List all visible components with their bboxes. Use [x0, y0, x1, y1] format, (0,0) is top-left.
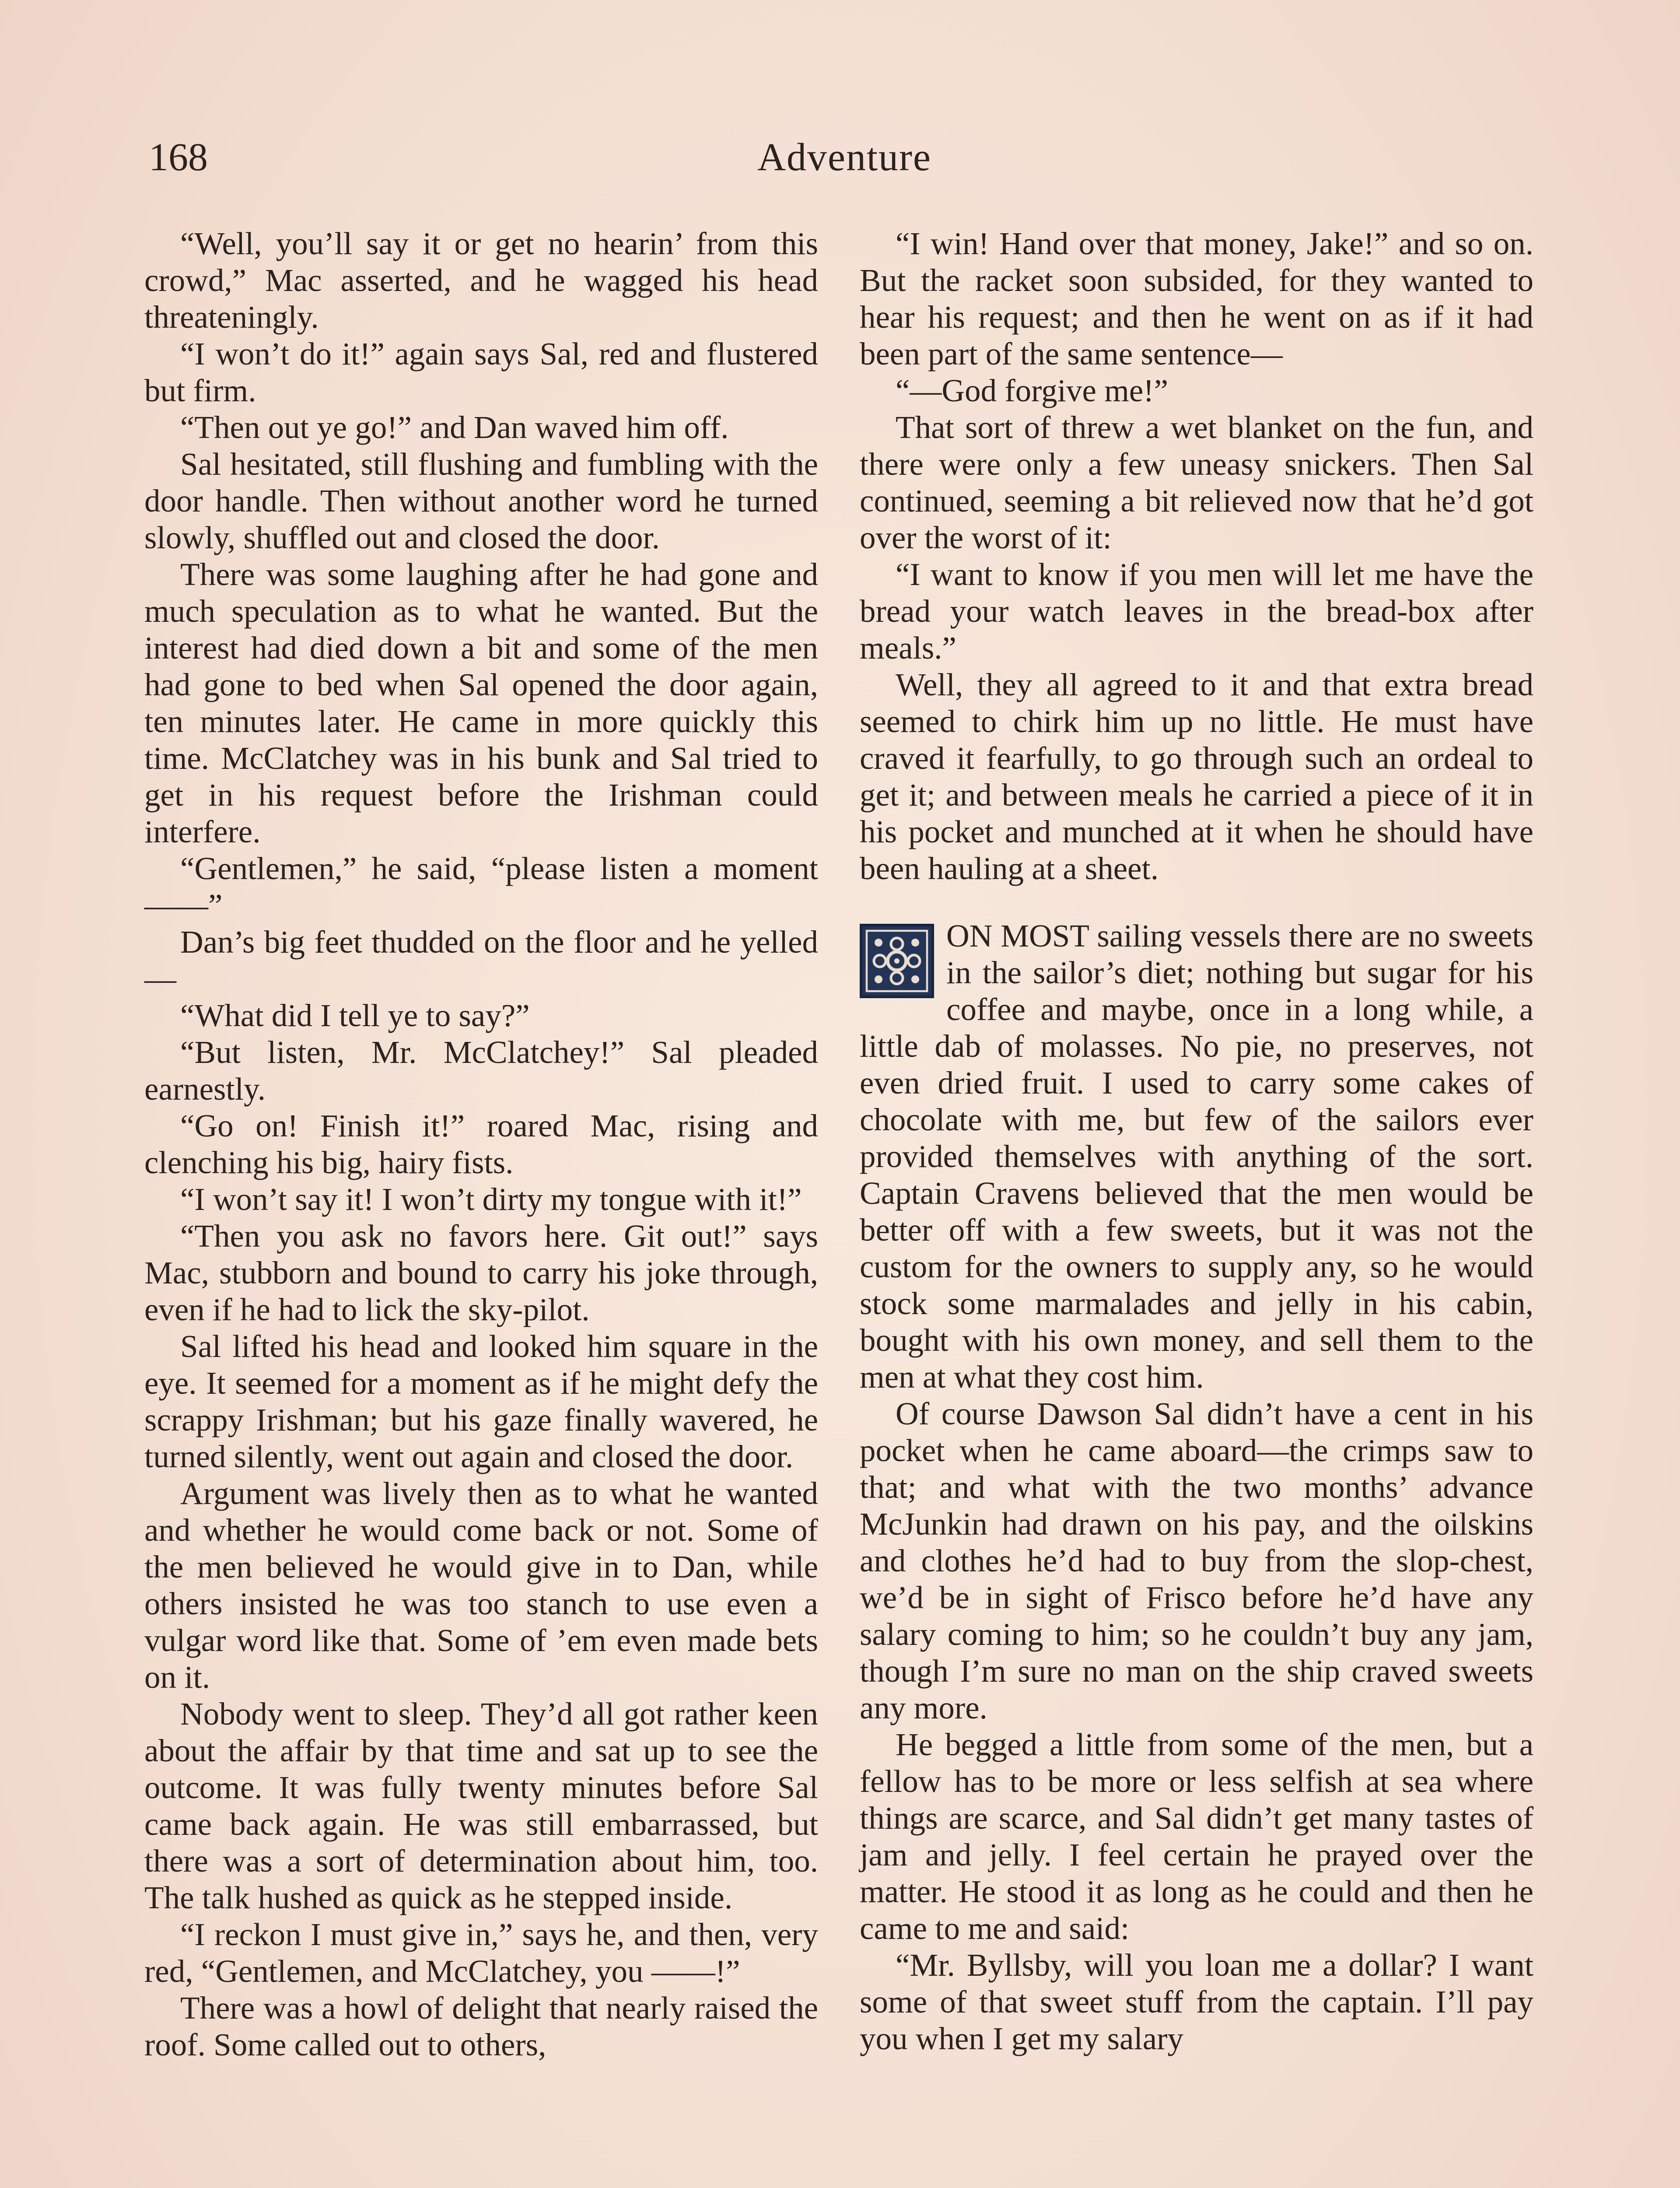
paragraph: Sal hesitated, still flushing and fumbling with the door handle. Then without another word he turned slowly, shuffled out and closed the door. — [144, 446, 818, 555]
paragraph: “Gentlemen,” he said, “please listen a moment——” — [144, 851, 818, 923]
paragraph: Dan’s big feet thudded on the floor and he yelled— — [144, 924, 818, 996]
paragraph: “—God forgive me!” — [896, 373, 1168, 408]
paragraph: “I win! Hand over that money, Jake!” and so on. But the racket soon subsided, for they wanted to hear his request; and then he went on as if it had been part of the same sentence— — [860, 226, 1533, 372]
floral-ornament-icon — [860, 924, 934, 998]
section-break — [860, 887, 1533, 918]
paragraph: “I won’t do it!” again says Sal, red and flustered but firm. — [144, 336, 818, 408]
paragraph: He begged a little from some of the men, but a fellow has to be more or less selfish at sea where things are scarce, and Sal didn’t get many tastes of jam and jelly. I feel certain he prayed over the matter. He stood it as long as he could and then he came to me and said: — [860, 1727, 1533, 1946]
page-header — [149, 127, 1540, 188]
paragraph: Argument was lively then as to what he wanted and whether he would come back or not. Some of the men believed he would give in to Dan, while others insisted he was too stanch to use even a vulgar word like that. Some of ’em even made bets on it. — [144, 1476, 818, 1695]
paragraph: There was a howl of delight that nearly raised the roof. Some called out to others, — [144, 1990, 818, 2062]
paragraph: “Then out ye go!” and Dan waved him off. — [180, 410, 729, 445]
paragraph: “Well, you’ll say it or get no hearin’ from this crowd,” Mac asserted, and he wagged his head threateningly. — [144, 226, 818, 335]
paragraph: “I want to know if you men will let me have the bread your watch leaves in the bread-box after meals.” — [860, 557, 1533, 666]
paragraph: “Then you ask no favors here. Git out!” says Mac, stubborn and bound to carry his joke through, even if he had to lick the sky-pilot. — [144, 1218, 818, 1327]
paragraph: Well, they all agreed to it and that extra bread seemed to chirk him up no little. He must have craved it fearfully, to go through such an ordeal to get it; and between meals he carried a piece of it in his pocket and munched at it when he should have been hauling at a sheet. — [860, 667, 1533, 886]
right-column — [860, 225, 1533, 2057]
paragraph: “What did I tell ye to say?” — [180, 998, 530, 1033]
paragraph: “Go on! Finish it!” roared Mac, rising and clenching his big, hairy fists. — [144, 1108, 818, 1180]
paragraph: There was some laughing after he had gone and much speculation as to what he wanted. But the interest had died down a bit and some of the men had gone to bed when Sal opened the door again, ten minutes later. He came in more quickly this time. McClatchey was in his bunk and Sal tried to get in his request before the Irishman could interfere. — [144, 557, 818, 849]
paragraph: “But listen, Mr. McClatchey!” Sal pleaded earnestly. — [144, 1034, 818, 1107]
running-title: Adventure — [757, 136, 931, 179]
paragraph: Sal lifted his head and looked him square in the eye. It seemed for a moment as if he might defy the scrappy Irishman; but his gaze finally wavered, he turned silently, went out again and closed the door. — [144, 1329, 818, 1474]
paragraph: Nobody went to sleep. They’d all got rather keen about the affair by that time and sat up to see the outcome. It was fully twenty minutes before Sal came back again. He was still embarrassed, but there was a sort of determination about him, too. The talk hushed as quick as he stepped inside. — [144, 1696, 818, 1915]
section-opening-text: ON MOST sailing vessels there are no sweets in the sailor’s diet; nothing but sugar for his coffee and maybe, once in a long while, a little dab of molasses. No pie, no preserves, not even dried fruit. I used to carry some cakes of chocolate with me, but few of the sailors ever provided themselves with anything of the sort. Captain Cravens believed that the men would be better off with a few sweets, but it was not the custom for the owners to supply any, so he would stock some marmalades and jelly in his cabin, bought with his own money, and sell them to the men at what they cost him. — [860, 918, 1533, 1395]
page-number: 168 — [149, 136, 208, 179]
paragraph: That sort of threw a wet blanket on the fun, and there were only a few uneasy snickers. Then Sal continued, seeming a bit relieved now that he’d got over the worst of it: — [860, 410, 1533, 555]
left-column — [144, 225, 818, 2063]
paragraph: “Mr. Byllsby, will you loan me a dollar? I want some of that sweet stuff from the captain. I’ll pay you when I get my salary — [860, 1947, 1533, 2056]
paragraph: “I won’t say it! I won’t dirty my tongue with it!” — [180, 1182, 802, 1217]
paragraph: “I reckon I must give in,” says he, and then, very red, “Gentlemen, and McClatchey, you ——!” — [144, 1917, 818, 1989]
paragraph: Of course Dawson Sal didn’t have a cent in his pocket when he came aboard—the crimps saw to that; and what with the two months’ advance McJunkin had drawn on his pay, and the oilskins and clothes he’d had to buy from the slop-chest, we’d be in sight of Frisco before he’d have any salary coming to him; so he couldn’t buy any jam, though I’m sure no man on the ship craved sweets any more. — [860, 1396, 1533, 1725]
section-opening-paragraph — [860, 918, 1533, 1396]
